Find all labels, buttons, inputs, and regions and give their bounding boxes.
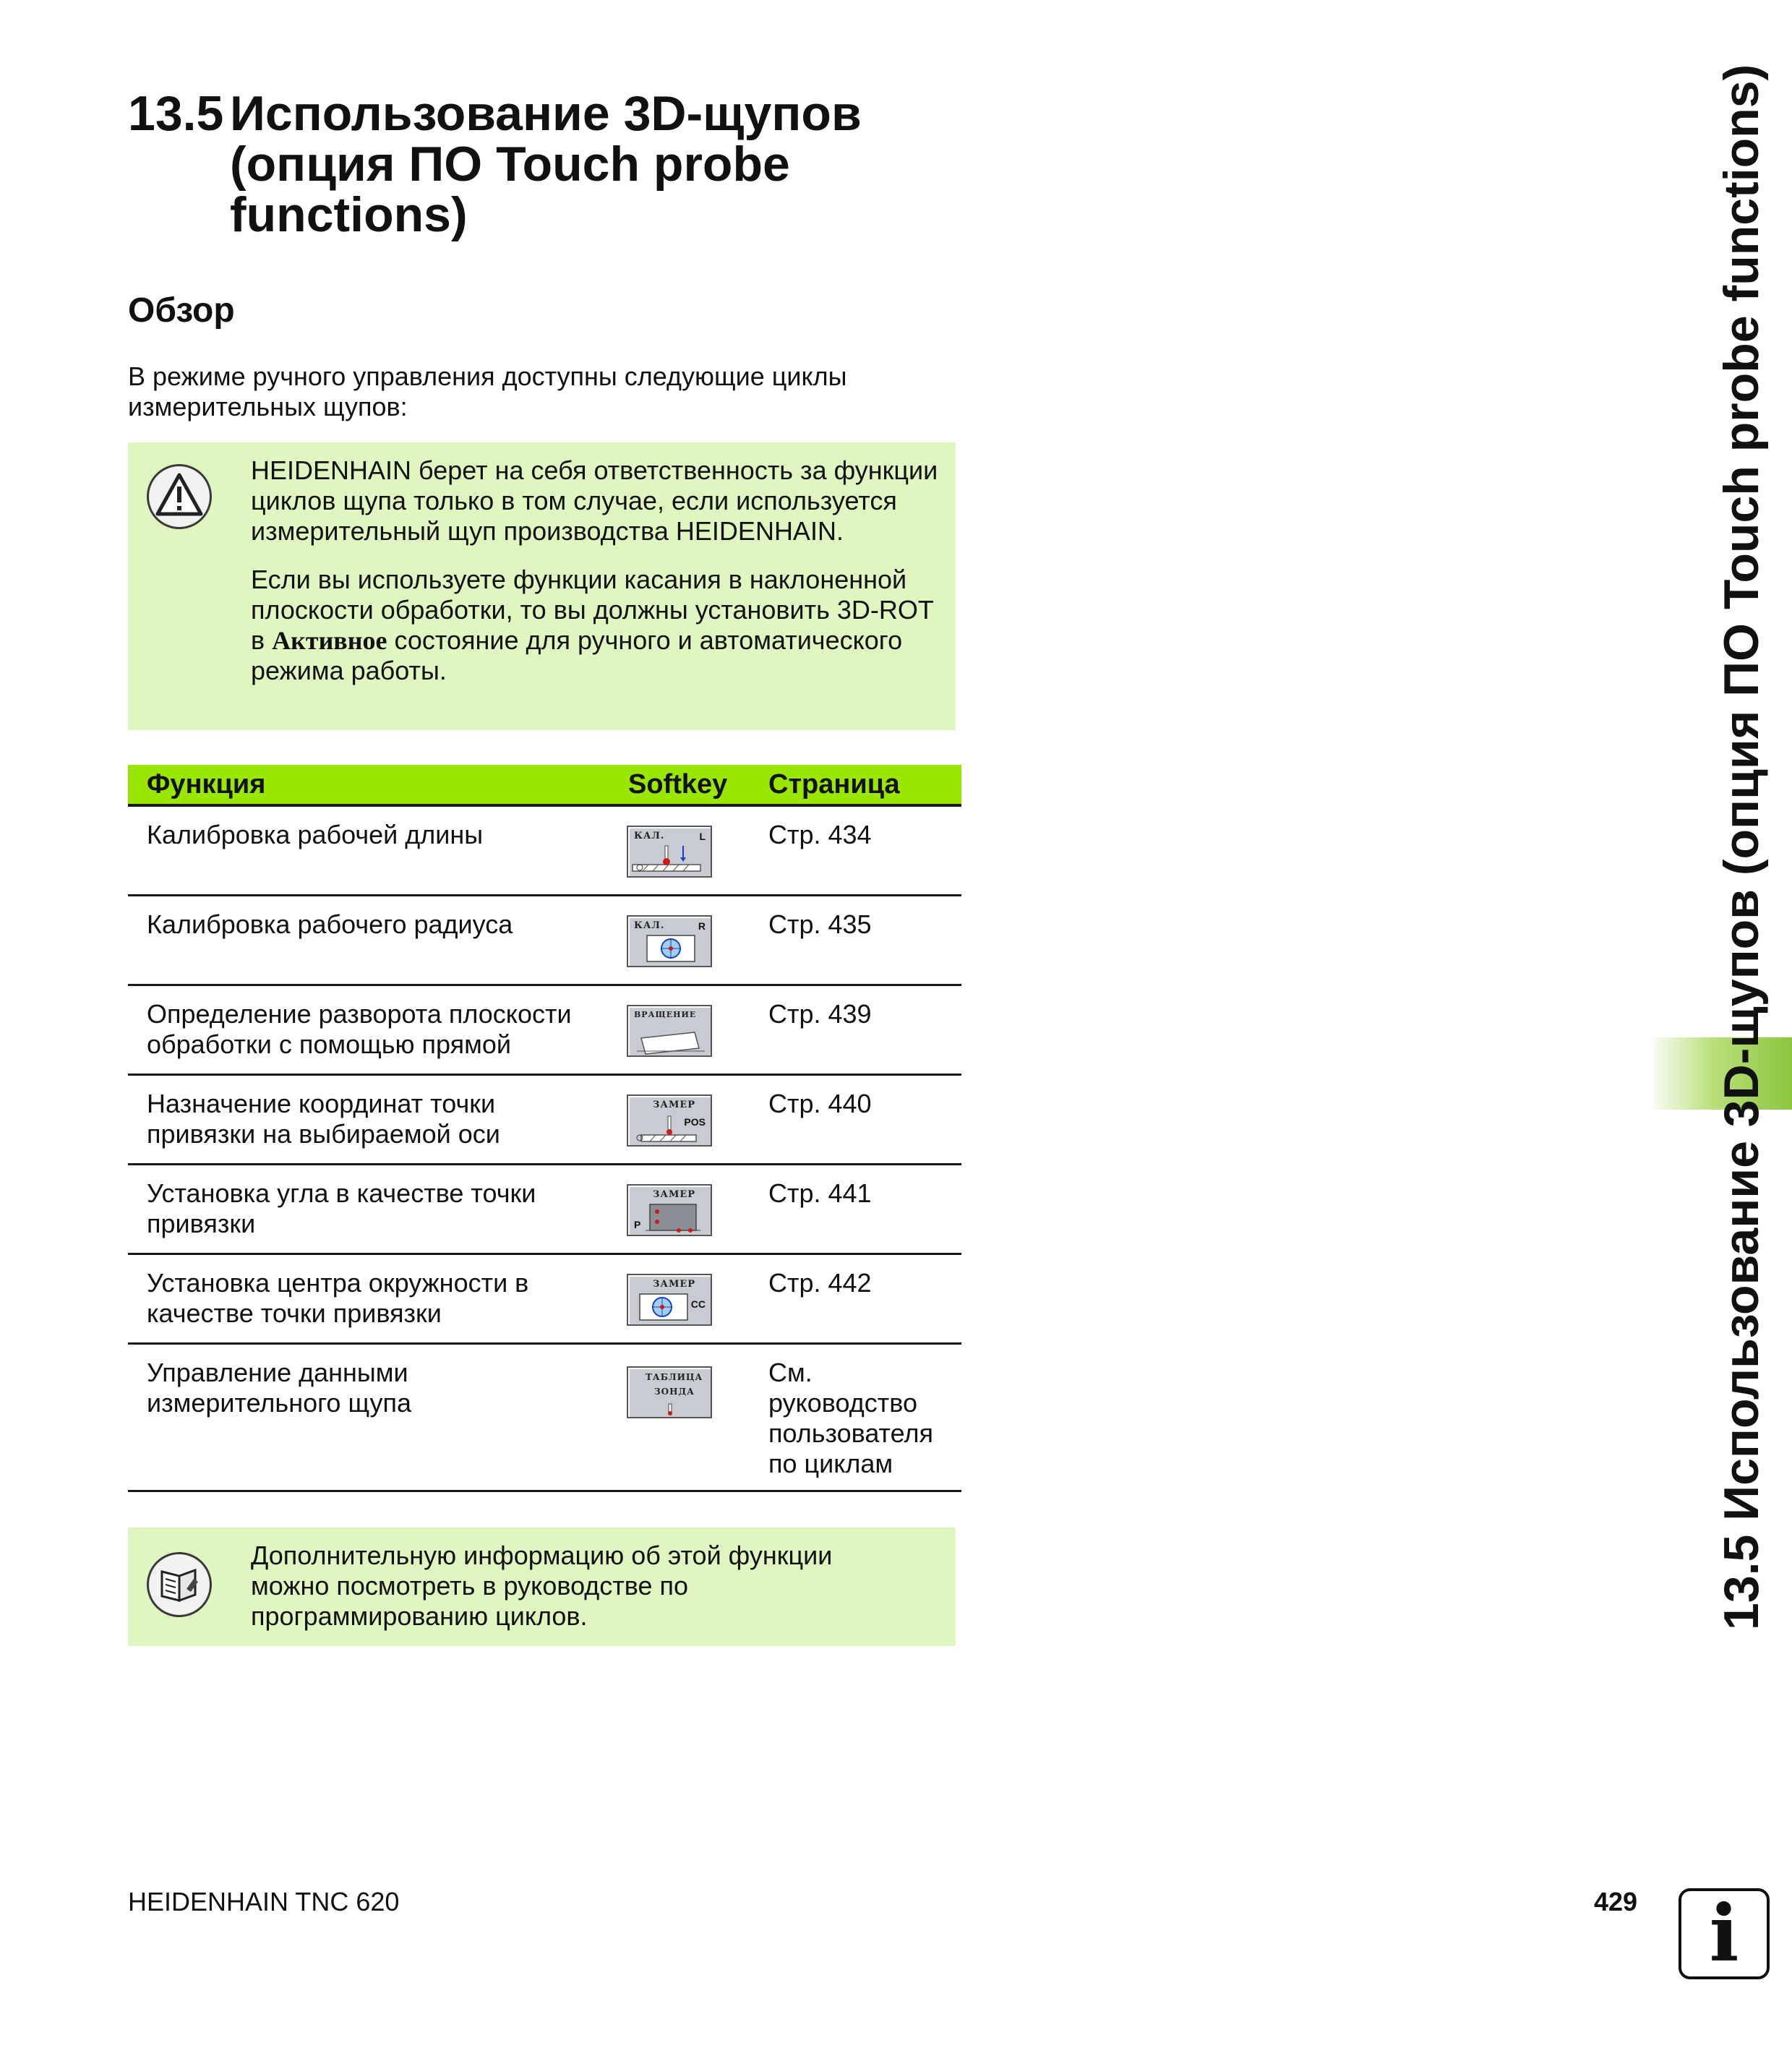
softkey-tag: CC bbox=[690, 1298, 706, 1310]
softkey-tag: POS bbox=[684, 1116, 706, 1128]
active-state-term: Активное bbox=[272, 626, 387, 655]
softkey-probe-circle-center[interactable] bbox=[627, 1274, 712, 1326]
table-row bbox=[128, 1076, 961, 1165]
softkey-label: КАЛ. bbox=[634, 831, 665, 841]
row-page: Стр. 442 bbox=[768, 1268, 872, 1298]
functions-table bbox=[128, 765, 961, 1492]
softkey-probe-corner[interactable] bbox=[627, 1184, 712, 1236]
table-row bbox=[128, 896, 961, 986]
side-running-title: 13.5 Использование 3D-щупов (опция ПО Touch probe functions) bbox=[1714, 64, 1769, 1630]
header-page: Страница bbox=[768, 769, 900, 800]
warning-paragraph-2-end: состояние для ручного и автоматического режима работы. bbox=[251, 625, 903, 685]
softkey-label: ТАБЛИЦА bbox=[646, 1372, 703, 1382]
table-header bbox=[128, 765, 961, 807]
softkey-label: ВРАЩЕНИЕ bbox=[634, 1010, 697, 1019]
info-glyph: i bbox=[1709, 1888, 1739, 1979]
table-row bbox=[128, 1345, 961, 1492]
row-function: Управление данными измерительного щупа bbox=[147, 1358, 411, 1418]
warning-note-text bbox=[251, 455, 945, 704]
row-page: См. руководство пользователя по циклам bbox=[768, 1358, 933, 1478]
row-page: Стр. 441 bbox=[768, 1178, 872, 1208]
softkey-rotation[interactable] bbox=[627, 1005, 712, 1057]
warning-triangle-icon bbox=[147, 464, 212, 529]
row-function: Определение разворота плоскости обработки с помощью прямой bbox=[147, 999, 572, 1059]
section-number: 13.5 bbox=[128, 86, 224, 141]
softkey-label: ЗАМЕР bbox=[653, 1100, 696, 1110]
softkey-tag: R bbox=[698, 920, 706, 932]
warning-paragraph-1: HEIDENHAIN берет на себя ответственность за функции циклов щупа только в том случае, если используется измерительный щуп производства HEIDENHAIN. bbox=[251, 455, 938, 546]
header-function: Функция bbox=[147, 769, 266, 800]
row-function: Установка центра окружности в качестве точки привязки bbox=[147, 1268, 529, 1328]
table-row bbox=[128, 1255, 961, 1345]
footer-product: HEIDENHAIN TNC 620 bbox=[128, 1887, 400, 1916]
subtitle: Обзор bbox=[128, 291, 235, 330]
row-function: Установка угла в качестве точки привязки bbox=[147, 1178, 536, 1238]
row-page: Стр. 439 bbox=[768, 999, 872, 1029]
header-softkey: Softkey bbox=[628, 769, 728, 800]
page-title: Использование 3D-щупов (опция ПО Touch probe functions) bbox=[230, 86, 862, 242]
intro-text: В режиме ручного управления доступны следующие циклы измерительных щупов: bbox=[128, 361, 847, 421]
row-function: Калибровка рабочей длины bbox=[147, 820, 484, 849]
table-row bbox=[128, 807, 961, 896]
table-row bbox=[128, 986, 961, 1076]
softkey-probe-table[interactable] bbox=[627, 1366, 712, 1418]
softkey-probe-position[interactable] bbox=[627, 1094, 712, 1147]
row-function: Калибровка рабочего радиуса bbox=[147, 909, 513, 939]
row-page: Стр. 434 bbox=[768, 820, 872, 849]
row-page: Стр. 440 bbox=[768, 1089, 872, 1118]
softkey-tag: L bbox=[699, 831, 706, 842]
softkey-calibrate-length[interactable] bbox=[627, 826, 712, 878]
softkey-label: ЗАМЕР bbox=[653, 1279, 696, 1290]
softkey-label-line2: ЗОНДА bbox=[654, 1387, 695, 1397]
row-function: Назначение координат точки привязки на выбираемой оси bbox=[147, 1089, 500, 1149]
warning-note bbox=[128, 442, 956, 730]
row-page: Стр. 435 bbox=[768, 909, 872, 939]
info-icon bbox=[1679, 1888, 1770, 1979]
softkey-calibrate-radius[interactable] bbox=[627, 915, 712, 967]
page-number: 429 bbox=[1594, 1887, 1638, 1916]
softkey-label: ЗАМЕР bbox=[653, 1189, 696, 1200]
info-note-text: Дополнительную информацию об этой функции можно посмотреть в руководстве по программированию циклов. bbox=[251, 1541, 833, 1631]
softkey-label: КАЛ. bbox=[634, 920, 665, 931]
manual-book-icon bbox=[147, 1552, 212, 1617]
table-row bbox=[128, 1165, 961, 1255]
warning-paragraph-2-start: Если вы используете функции касания в наклоненной плоскости обработки, то вы должны установить 3D-ROT в bbox=[251, 565, 934, 655]
info-note bbox=[128, 1528, 956, 1646]
softkey-tag: P bbox=[634, 1219, 641, 1230]
warning-paragraph-2 bbox=[251, 565, 945, 686]
